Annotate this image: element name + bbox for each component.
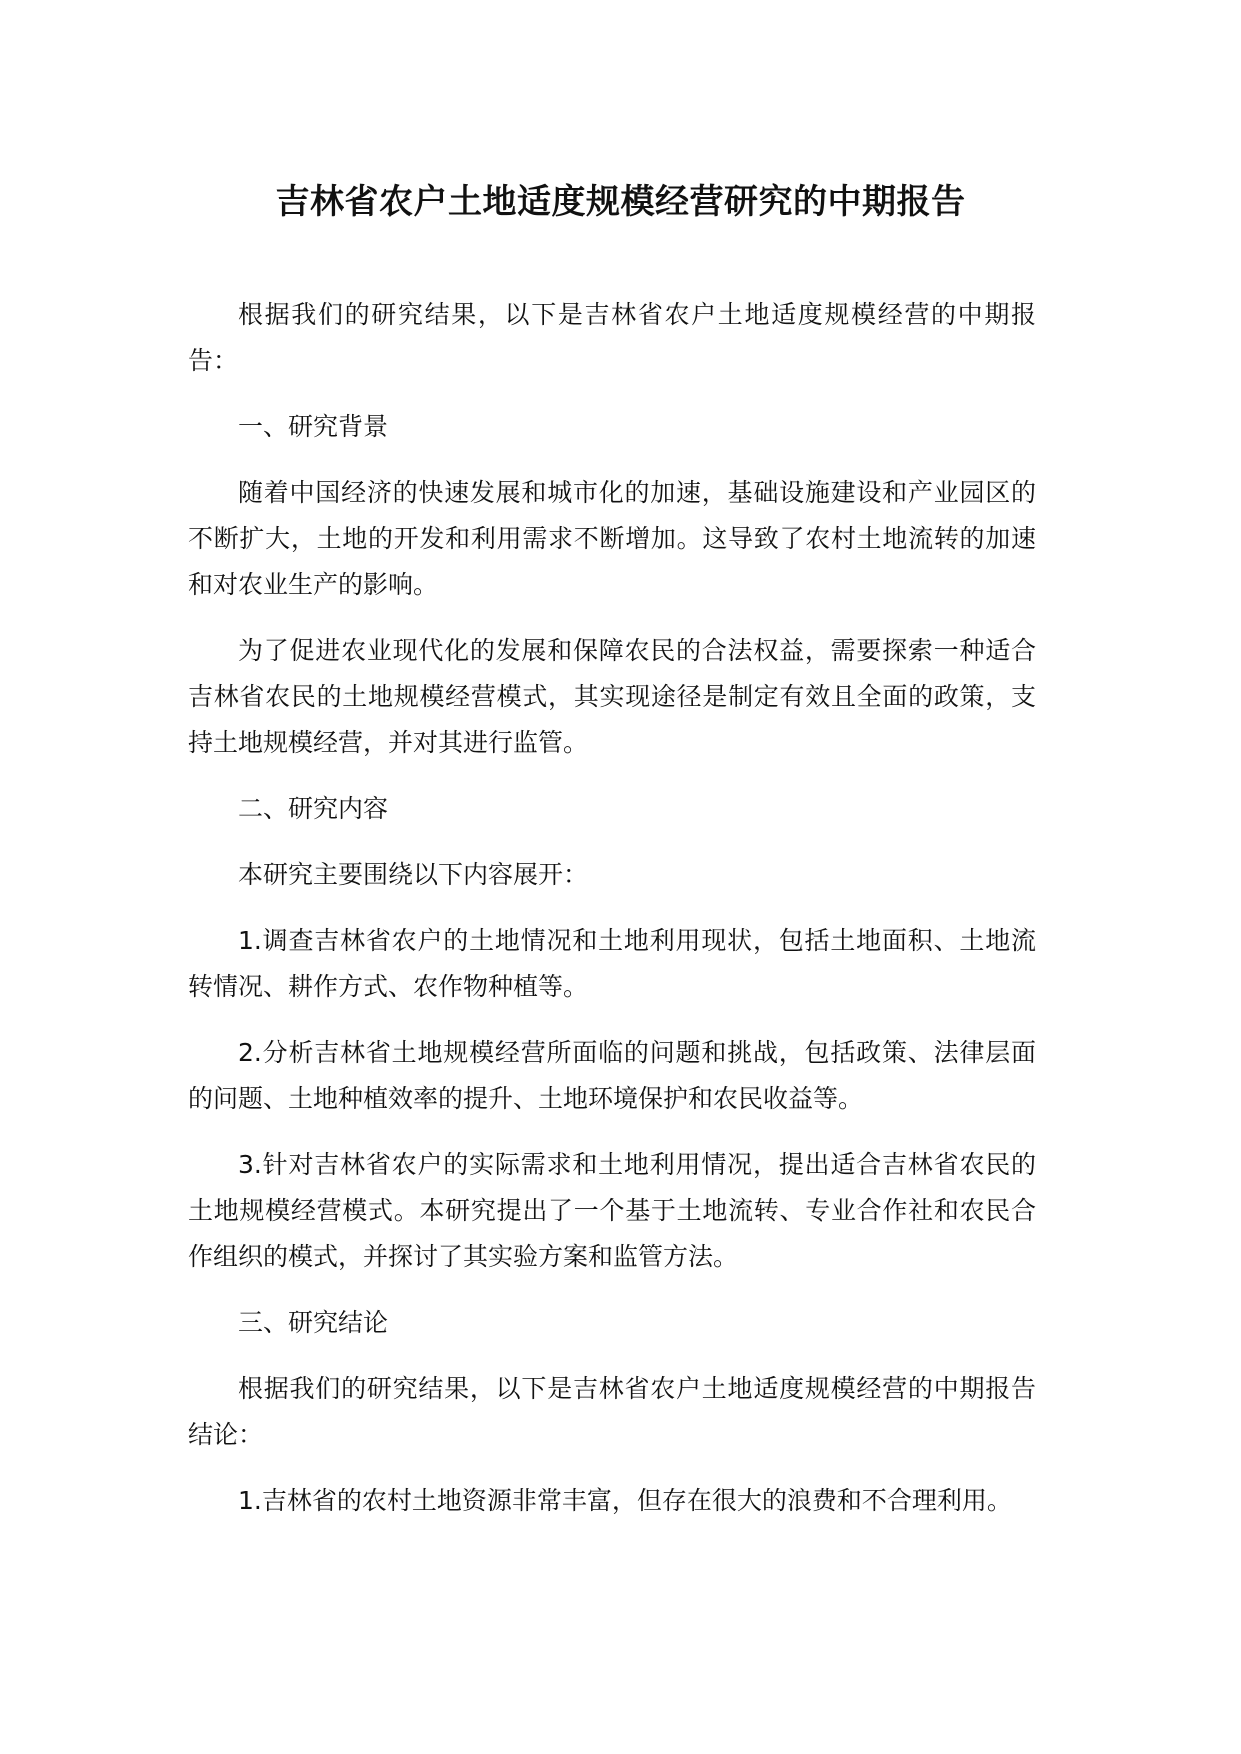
section-heading-conclusion: 三、研究结论 — [238, 1308, 389, 1337]
content-item-2: 2.分析吉林省土地规模经营所面临的问题和挑战，包括政策、法律层面的问题、土地种植效率的提升、土地环境保护和农民收益等。 — [188, 1038, 1036, 1113]
background-paragraph-1: 随着中国经济的快速发展和城市化的加速，基础设施建设和产业园区的不断扩大，土地的开发和利用需求不断增加。这导致了农村土地流转的加速和对农业生产的影响。 — [188, 478, 1036, 599]
conclusion-item-1: 1.吉林省的农村土地资源非常丰富，但存在很大的浪费和不合理利用。 — [238, 1486, 1012, 1515]
background-paragraph-2: 为了促进农业现代化的发展和保障农民的合法权益，需要探索一种适合吉林省农民的土地规模经营模式，其实现途径是制定有效且全面的政策，支持土地规模经营，并对其进行监管。 — [188, 636, 1036, 757]
section-heading-content: 二、研究内容 — [238, 794, 389, 823]
content-intro-paragraph: 本研究主要围绕以下内容展开： — [238, 860, 589, 889]
section-heading-background: 一、研究背景 — [238, 412, 389, 441]
content-item-1: 1.调查吉林省农户的土地情况和土地利用现状，包括土地面积、土地流转情况、耕作方式、农作物种植等。 — [188, 926, 1036, 1001]
content-item-3: 3.针对吉林省农户的实际需求和土地利用情况，提出适合吉林省农民的土地规模经营模式。本研究提出了一个基于土地流转、专业合作社和农民合作组织的模式，并探讨了其实验方案和监管方法。 — [188, 1150, 1036, 1271]
conclusion-intro-paragraph: 根据我们的研究结果，以下是吉林省农户土地适度规模经营的中期报告结论： — [188, 1374, 1036, 1449]
document-body — [188, 292, 1036, 1544]
intro-paragraph: 根据我们的研究结果，以下是吉林省农户土地适度规模经营的中期报告： — [188, 300, 1036, 375]
document-title: 吉林省农户土地适度规模经营研究的中期报告 — [275, 182, 966, 222]
